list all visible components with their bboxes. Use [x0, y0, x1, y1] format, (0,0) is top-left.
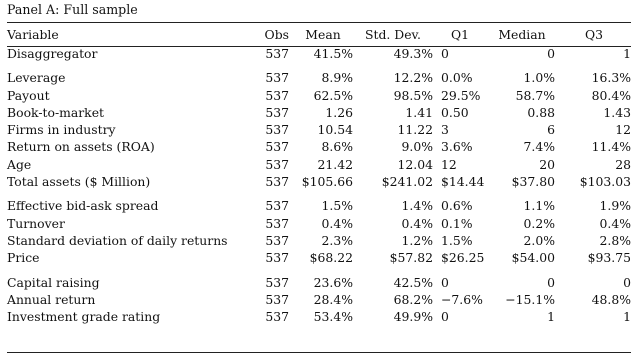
cell-std-dev: 49.3%	[393, 46, 433, 61]
group-spacer	[7, 190, 631, 197]
cell-obs: 537	[265, 198, 289, 214]
cell-std-dev: $241.02	[381, 174, 433, 190]
cell-mean: 2.3%	[321, 232, 353, 248]
column-header-q1: Q1	[450, 27, 470, 42]
cell-mean: 8.9%	[321, 70, 353, 86]
cell-q1: 0	[441, 274, 449, 290]
cell-obs: 537	[265, 309, 289, 325]
cell-q3: 16.3%	[591, 70, 631, 86]
cell-std-dev: 12.04	[397, 156, 433, 172]
cell-q3: 12	[615, 122, 631, 138]
cell-mean: 1.5%	[321, 198, 353, 214]
cell-std-dev: $57.82	[389, 250, 433, 266]
cell-q3: 1	[623, 309, 631, 325]
table-row	[7, 215, 631, 232]
cell-q1: 0.0%	[441, 70, 473, 86]
cell-q1: −7.6%	[441, 291, 483, 307]
cell-mean: 23.6%	[313, 274, 353, 290]
row-label: Turnover	[7, 215, 65, 231]
table-row	[7, 45, 631, 62]
cell-median: 20	[539, 156, 555, 172]
cell-q1: 1.5%	[441, 232, 473, 248]
table-row	[7, 69, 631, 86]
cell-median: 1.0%	[523, 70, 555, 86]
row-label: Firms in industry	[7, 122, 116, 138]
cell-obs: 537	[265, 70, 289, 86]
cell-mean: 8.6%	[321, 139, 353, 155]
cell-std-dev: 1.41	[405, 104, 433, 120]
cell-median: 58.7%	[515, 87, 555, 103]
cell-std-dev: 98.5%	[393, 87, 433, 103]
table-row	[7, 232, 631, 249]
cell-std-dev: 0.4%	[401, 215, 433, 231]
row-label: Effective bid-ask spread	[7, 198, 159, 214]
statistics-table	[7, 25, 631, 325]
cell-q1: 0	[441, 46, 449, 61]
cell-obs: 537	[265, 291, 289, 307]
table-row	[7, 156, 631, 173]
cell-std-dev: 11.22	[397, 122, 433, 138]
cell-median: 0.2%	[523, 215, 555, 231]
cell-q3: 11.4%	[591, 139, 631, 155]
row-label: Standard deviation of daily returns	[7, 232, 228, 248]
cell-q3: 1.9%	[599, 198, 631, 214]
row-label: Investment grade rating	[7, 309, 161, 325]
cell-median: 1	[547, 309, 555, 325]
row-label: Capital raising	[7, 274, 100, 290]
row-label: Annual return	[7, 291, 96, 307]
cell-q1: $26.25	[441, 250, 485, 266]
cell-obs: 537	[265, 87, 289, 103]
row-label: Payout	[7, 87, 50, 103]
cell-median: $54.00	[511, 250, 555, 266]
cell-median: $37.80	[511, 174, 555, 190]
table-row	[7, 138, 631, 155]
cell-obs: 537	[265, 46, 289, 61]
cell-obs: 537	[265, 122, 289, 138]
column-header-median: Median	[498, 27, 546, 42]
cell-std-dev: 1.2%	[401, 232, 433, 248]
cell-median: 0.88	[527, 104, 555, 120]
table-row	[7, 308, 631, 325]
cell-q3: 2.8%	[599, 232, 631, 248]
cell-q3: 0.4%	[599, 215, 631, 231]
column-header-mean: Mean	[305, 27, 341, 42]
table-row	[7, 87, 631, 104]
cell-q1: 12	[441, 156, 457, 172]
panel-title: Panel A: Full sample	[7, 2, 138, 17]
column-header-q3: Q3	[584, 27, 604, 42]
row-label: Price	[7, 250, 40, 266]
cell-q3: 1	[623, 46, 631, 61]
cell-obs: 537	[265, 139, 289, 155]
table-row	[7, 274, 631, 291]
row-label: Total assets ($ Million)	[7, 174, 151, 190]
cell-q1: 0.6%	[441, 198, 473, 214]
cell-mean: 1.26	[325, 104, 353, 120]
cell-std-dev: 68.2%	[393, 291, 433, 307]
cell-mean: 21.42	[317, 156, 353, 172]
group-spacer	[7, 267, 631, 274]
cell-q1: 0.50	[441, 104, 469, 120]
cell-q1: $14.44	[441, 174, 485, 190]
cell-median: 1.1%	[523, 198, 555, 214]
table-row	[7, 104, 631, 121]
cell-q3: 48.8%	[591, 291, 631, 307]
group-spacer	[7, 62, 631, 69]
bottom-rule	[7, 352, 631, 353]
cell-obs: 537	[265, 174, 289, 190]
cell-mean: 10.54	[317, 122, 353, 138]
cell-median: 0	[547, 274, 555, 290]
row-label: Book-to-market	[7, 104, 105, 120]
cell-mean: 28.4%	[313, 291, 353, 307]
cell-median: 6	[547, 122, 555, 138]
cell-q1: 0	[441, 309, 449, 325]
cell-median: 0	[547, 46, 555, 61]
cell-median: −15.1%	[505, 291, 555, 307]
cell-q1: 29.5%	[441, 87, 481, 103]
cell-std-dev: 49.9%	[393, 309, 433, 325]
table-header-row	[7, 25, 631, 45]
cell-std-dev: 42.5%	[393, 274, 433, 290]
cell-mean: 62.5%	[313, 87, 353, 103]
cell-obs: 537	[265, 156, 289, 172]
cell-q1: 3.6%	[441, 139, 473, 155]
cell-std-dev: 1.4%	[401, 198, 433, 214]
cell-obs: 537	[265, 232, 289, 248]
cell-q3: 1.43	[603, 104, 631, 120]
row-label: Age	[7, 156, 32, 172]
cell-obs: 537	[265, 215, 289, 231]
table-row	[7, 197, 631, 214]
cell-mean: 53.4%	[313, 309, 353, 325]
cell-mean: 41.5%	[313, 46, 353, 61]
cell-q3: 0	[623, 274, 631, 290]
cell-q1: 3	[441, 122, 449, 138]
table-row	[7, 173, 631, 190]
row-label: Return on assets (ROA)	[7, 139, 155, 155]
column-header-obs: Obs	[264, 27, 289, 42]
cell-q3: 80.4%	[591, 87, 631, 103]
table-row	[7, 249, 631, 266]
row-label: Disaggregator	[7, 46, 98, 61]
cell-q3: 28	[615, 156, 631, 172]
top-rule	[7, 22, 631, 23]
cell-mean: $68.22	[309, 250, 353, 266]
cell-obs: 537	[265, 250, 289, 266]
table-row	[7, 121, 631, 138]
cell-obs: 537	[265, 104, 289, 120]
cell-q3: $93.75	[587, 250, 631, 266]
table-body	[7, 45, 631, 325]
column-header-variable: Variable	[7, 27, 59, 42]
cell-std-dev: 12.2%	[393, 70, 433, 86]
row-label: Leverage	[7, 70, 66, 86]
cell-mean: 0.4%	[321, 215, 353, 231]
table-row	[7, 291, 631, 308]
cell-median: 2.0%	[523, 232, 555, 248]
cell-mean: $105.66	[301, 174, 353, 190]
cell-median: 7.4%	[523, 139, 555, 155]
cell-std-dev: 9.0%	[401, 139, 433, 155]
column-header-std-dev: Std. Dev.	[364, 27, 421, 42]
cell-q1: 0.1%	[441, 215, 473, 231]
cell-obs: 537	[265, 274, 289, 290]
cell-q3: $103.03	[579, 174, 631, 190]
